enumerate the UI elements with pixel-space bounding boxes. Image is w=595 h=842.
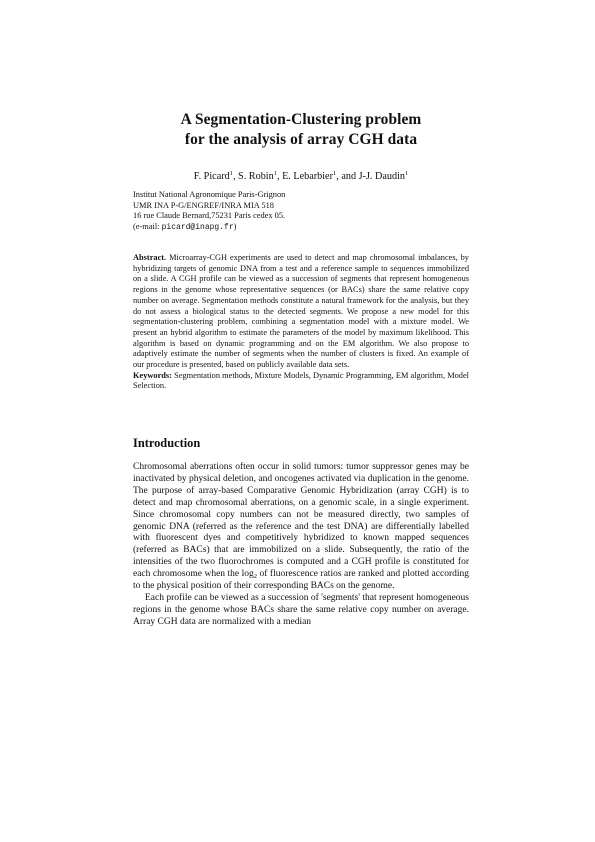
email-address[interactable]: picard@inapg.fr: [161, 222, 234, 232]
paper-title: [133, 110, 469, 150]
author-separator: ,: [232, 171, 239, 182]
affiliation-mark: 1: [405, 170, 409, 177]
title-line-2: for the analysis of array CGH data: [184, 131, 418, 148]
section-heading-introduction: Introduction: [133, 436, 201, 450]
author-list: [133, 170, 469, 183]
author-name: J-J. Daudin: [358, 171, 405, 182]
author-name: E. Lebarbier: [282, 171, 333, 182]
paragraph-text: Chromosomal aberrations often occur in solid tumors: tumor suppressor genes may be inactivated by physical deletion, and oncogenes activated via duplication in the genome. The purpose of array-based Comparative Genomic Hybridization (array CGH) is to detect and map chromosomal aberrations, on a genomic scale, in a single experiment. Since chromosomal copy numbers can not be measured directly, two samples of genomic DNA (referred as the reference and the test DNA) are differentially labelled with fluorescent dyes and competitively hybridized to known mapped sequences (referred as BACs) that are immobilized on a slide. Subsequently, the ratio of the intensities of the two fluorochromes is computed and a CGH profile is constituted for each chromosome when the log: [133, 462, 469, 580]
author-name: S. Robin: [238, 171, 274, 182]
introduction-body: [133, 462, 469, 629]
abstract: [133, 253, 469, 392]
affiliation-line: 16 rue Claude Bernard,75231 Paris cedex 05.: [133, 211, 286, 221]
affiliation-mark: 1: [332, 170, 337, 177]
title-line-1: A Segmentation-Clustering problem: [180, 111, 422, 128]
email-prefix: (e-mail:: [133, 221, 162, 231]
affiliation-mark: 1: [273, 170, 277, 177]
affiliation-mark: 1: [229, 170, 233, 177]
affiliation-line: Institut National Agronomique Paris-Grignon: [133, 190, 286, 199]
paragraph-text: of fluorescence ratios are ranked and plotted according to the physical position of their corresponding BACs on the genome.: [133, 569, 470, 592]
author-separator: ,: [276, 171, 283, 182]
author-separator: , and: [336, 171, 359, 182]
paragraph: Each profile can be viewed as a succession of 'segments' that represent homogeneous regions in the genome whose BACs share the same relative copy number on average. Array CGH data are normalized with a median: [133, 592, 469, 627]
subscript: 2: [253, 573, 258, 581]
keywords-text: Segmentation methods, Mixture Models, Dynamic Programming, EM algorithm, Model Selection.: [133, 370, 469, 391]
paragraph: [133, 462, 469, 593]
email-suffix: ): [233, 221, 237, 231]
affiliation-line: UMR INA P-G/ENGREF/INRA MIA 518: [133, 200, 274, 210]
keywords-label: Keywords:: [133, 370, 172, 380]
email-line: [133, 222, 469, 234]
affiliation-block: [133, 190, 469, 233]
author-name: F. Picard: [193, 171, 230, 182]
abstract-text: Microarray-CGH experiments are used to detect and map chromosomal imbalances, by hybridizing targets of genomic DNA from a test and a reference sample to sequences immobilized on a slide. A CGH profile can be viewed as a succession of segments that represent homogeneous regions in the genome whose representative sequences (or BACs) share the same relative copy number on average. Segmentation methods constitute a natural framework for the analysis, but they do not assess a biological status to the detected segments. We propose a new model for this segmentation-clustering problem, combining a segmentation model with a mixture model. We present an hybrid algorithm to estimate the parameters of the model by maximum likelihood. This algorithm is based on dynamic programming and on the EM algorithm. We also propose to adaptively estimate the number of segments when the number of clusters is fixed. An example of our procedure is presented, based on publicly available data sets.: [133, 253, 469, 370]
abstract-label: Abstract.: [133, 253, 167, 262]
